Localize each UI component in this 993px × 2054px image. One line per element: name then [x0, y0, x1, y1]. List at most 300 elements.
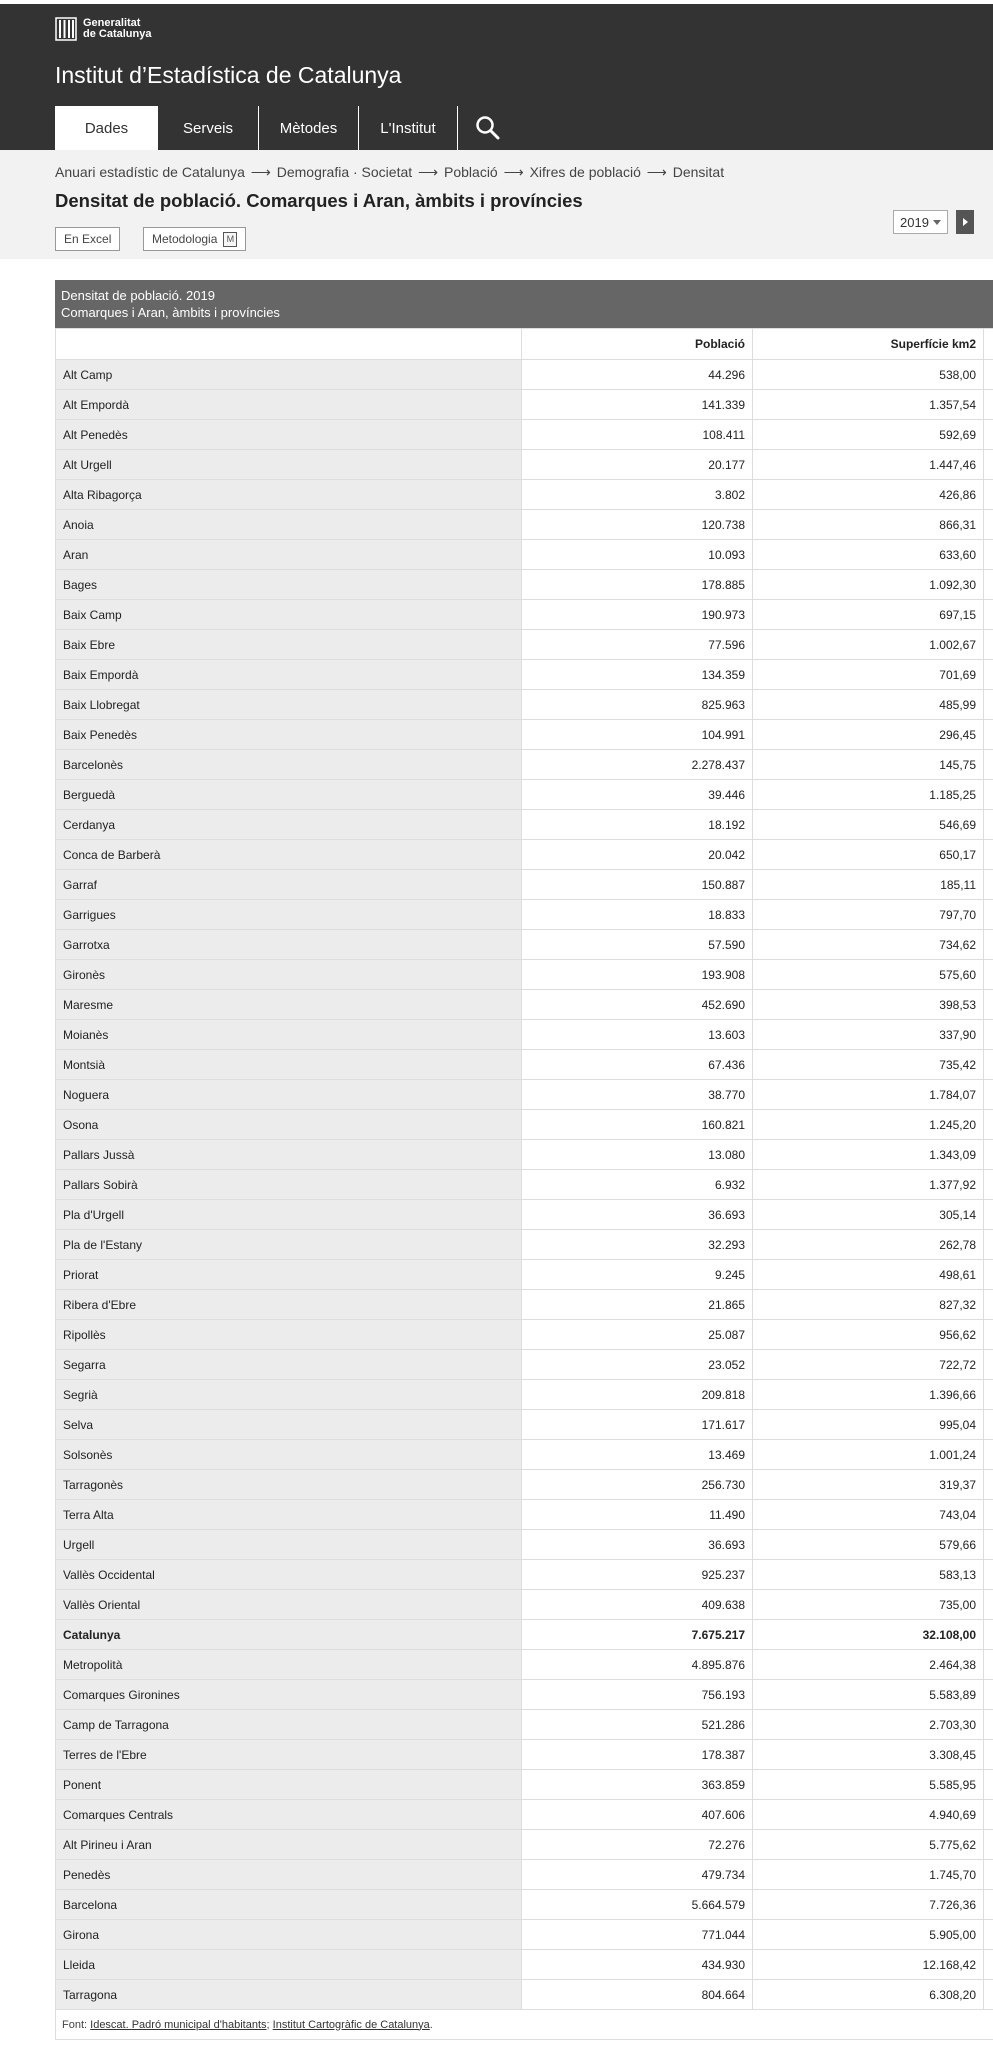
- row-superficie-cell: 797,70: [753, 900, 984, 930]
- row-poblacio-cell: 36.693: [522, 1530, 753, 1560]
- row-poblacio-cell: 141.339: [522, 390, 753, 420]
- row-name-cell: Berguedà: [56, 780, 522, 810]
- row-more-cell: [984, 390, 993, 420]
- row-name-cell: Pallars Sobirà: [56, 1170, 522, 1200]
- year-select-value: 2019: [900, 215, 929, 230]
- row-name-cell: Penedès: [56, 1860, 522, 1890]
- row-superficie-cell: 866,31: [753, 510, 984, 540]
- row-superficie-cell: 956,62: [753, 1320, 984, 1350]
- row-poblacio-cell: 25.087: [522, 1320, 753, 1350]
- row-superficie-cell: 1.745,70: [753, 1860, 984, 1890]
- table-row: [56, 1410, 993, 1440]
- row-name-cell: Alta Ribagorça: [56, 480, 522, 510]
- row-superficie-cell: 697,15: [753, 600, 984, 630]
- gencat-logo-text: [83, 18, 151, 40]
- row-superficie-cell: 827,32: [753, 1290, 984, 1320]
- nav-dades[interactable]: Dades: [55, 106, 158, 150]
- table-row: [56, 690, 993, 720]
- table-row: [56, 1170, 993, 1200]
- row-superficie-cell: 398,53: [753, 990, 984, 1020]
- breadcrumb-arrow-icon: ⟶: [251, 164, 271, 180]
- row-superficie-cell: 1.092,30: [753, 570, 984, 600]
- row-name-cell: Pla de l'Estany: [56, 1230, 522, 1260]
- table-row: [56, 1650, 993, 1680]
- row-poblacio-cell: 120.738: [522, 510, 753, 540]
- row-more-cell: [984, 420, 993, 450]
- table-row: [56, 1890, 993, 1920]
- table-row: [56, 570, 993, 600]
- row-more-cell: [984, 1590, 993, 1620]
- row-poblacio-cell: 13.603: [522, 1020, 753, 1050]
- row-more-cell: [984, 750, 993, 780]
- row-superficie-cell: 633,60: [753, 540, 984, 570]
- row-superficie-cell: 498,61: [753, 1260, 984, 1290]
- row-more-cell: [984, 480, 993, 510]
- search-button[interactable]: [458, 106, 518, 150]
- source-separator: ;: [267, 2019, 270, 2031]
- row-poblacio-cell: 77.596: [522, 630, 753, 660]
- table-row: [56, 450, 993, 480]
- row-more-cell: [984, 900, 993, 930]
- row-poblacio-cell: 5.664.579: [522, 1890, 753, 1920]
- table-row: [56, 720, 993, 750]
- table-row: [56, 660, 993, 690]
- row-poblacio-cell: 178.885: [522, 570, 753, 600]
- row-name-cell: Alt Pirineu i Aran: [56, 1830, 522, 1860]
- row-more-cell: [984, 1200, 993, 1230]
- row-name-cell: Comarques Gironines: [56, 1680, 522, 1710]
- row-name-cell: Maresme: [56, 990, 522, 1020]
- row-poblacio-cell: 452.690: [522, 990, 753, 1020]
- row-name-cell: Catalunya: [56, 1620, 522, 1650]
- row-poblacio-cell: 171.617: [522, 1410, 753, 1440]
- row-name-cell: Ponent: [56, 1770, 522, 1800]
- row-more-cell: [984, 1320, 993, 1350]
- column-header-name: [56, 329, 522, 360]
- row-superficie-cell: 575,60: [753, 960, 984, 990]
- row-poblacio-cell: 108.411: [522, 420, 753, 450]
- row-poblacio-cell: 479.734: [522, 1860, 753, 1890]
- row-poblacio-cell: 209.818: [522, 1380, 753, 1410]
- table-row: [56, 1440, 993, 1470]
- row-superficie-cell: 1.002,67: [753, 630, 984, 660]
- table-row: [56, 1080, 993, 1110]
- table-row: [56, 780, 993, 810]
- row-name-cell: Lleida: [56, 1950, 522, 1980]
- year-select[interactable]: [893, 210, 948, 234]
- row-more-cell: [984, 1830, 993, 1860]
- row-more-cell: [984, 1950, 993, 1980]
- row-poblacio-cell: 10.093: [522, 540, 753, 570]
- row-superficie-cell: 305,14: [753, 1200, 984, 1230]
- row-poblacio-cell: 20.177: [522, 450, 753, 480]
- table-row: [56, 990, 993, 1020]
- row-poblacio-cell: 44.296: [522, 360, 753, 390]
- nav-institut[interactable]: L'Institut: [359, 106, 458, 150]
- row-more-cell: [984, 570, 993, 600]
- table-row: [56, 1830, 993, 1860]
- row-name-cell: Noguera: [56, 1080, 522, 1110]
- row-name-cell: Aran: [56, 540, 522, 570]
- row-more-cell: [984, 840, 993, 870]
- table-row: [56, 1980, 993, 2010]
- row-poblacio-cell: 804.664: [522, 1980, 753, 2010]
- row-poblacio-cell: 363.859: [522, 1770, 753, 1800]
- row-name-cell: Ripollès: [56, 1320, 522, 1350]
- breadcrumb-item-demografia[interactable]: Demografia · Societat: [277, 164, 412, 180]
- row-poblacio-cell: 409.638: [522, 1590, 753, 1620]
- row-name-cell: Baix Ebre: [56, 630, 522, 660]
- row-name-cell: Montsià: [56, 1050, 522, 1080]
- table-row: [56, 420, 993, 450]
- gencat-line1: Generalitat: [83, 18, 151, 29]
- row-more-cell: [984, 1470, 993, 1500]
- row-superficie-cell: 1.185,25: [753, 780, 984, 810]
- row-superficie-cell: 426,86: [753, 480, 984, 510]
- row-superficie-cell: 6.308,20: [753, 1980, 984, 2010]
- search-icon: [475, 115, 501, 141]
- source-link-icc[interactable]: Institut Cartogràfic de Catalunya: [273, 2019, 430, 2031]
- row-more-cell: [984, 1560, 993, 1590]
- row-superficie-cell: 546,69: [753, 810, 984, 840]
- nav-metodes[interactable]: Mètodes: [259, 106, 359, 150]
- main-nav: [55, 106, 518, 150]
- methodology-button[interactable]: [143, 227, 246, 251]
- row-poblacio-cell: 20.042: [522, 840, 753, 870]
- row-name-cell: Garrotxa: [56, 930, 522, 960]
- table-row: [56, 930, 993, 960]
- row-poblacio-cell: 67.436: [522, 1050, 753, 1080]
- table-row: [56, 1020, 993, 1050]
- column-header-poblacio: Població: [522, 329, 753, 360]
- row-more-cell: [984, 1290, 993, 1320]
- table-row: [56, 840, 993, 870]
- row-name-cell: Gironès: [56, 960, 522, 990]
- row-name-cell: Alt Urgell: [56, 450, 522, 480]
- table-row: [56, 480, 993, 510]
- row-more-cell: [984, 1800, 993, 1830]
- row-superficie-cell: 485,99: [753, 690, 984, 720]
- row-poblacio-cell: 23.052: [522, 1350, 753, 1380]
- row-poblacio-cell: 521.286: [522, 1710, 753, 1740]
- table-row: [56, 960, 993, 990]
- row-superficie-cell: 701,69: [753, 660, 984, 690]
- row-name-cell: Osona: [56, 1110, 522, 1140]
- row-superficie-cell: 722,72: [753, 1350, 984, 1380]
- row-superficie-cell: 185,11: [753, 870, 984, 900]
- breadcrumb-arrow-icon: ⟶: [504, 164, 524, 180]
- row-poblacio-cell: 756.193: [522, 1680, 753, 1710]
- row-poblacio-cell: 925.237: [522, 1560, 753, 1590]
- source-link-padro[interactable]: Idescat. Padró municipal d'habitants: [90, 2019, 266, 2031]
- table-row: [56, 1530, 993, 1560]
- row-name-cell: Garrigues: [56, 900, 522, 930]
- row-more-cell: [984, 690, 993, 720]
- source-note: [55, 2010, 993, 2040]
- row-name-cell: Metropolità: [56, 1650, 522, 1680]
- row-name-cell: Garraf: [56, 870, 522, 900]
- row-superficie-cell: 735,00: [753, 1590, 984, 1620]
- table-row: [56, 600, 993, 630]
- row-more-cell: [984, 630, 993, 660]
- column-header-more: [984, 329, 993, 360]
- row-more-cell: [984, 1140, 993, 1170]
- row-superficie-cell: 2.464,38: [753, 1650, 984, 1680]
- table-row: [56, 1620, 993, 1650]
- row-superficie-cell: 12.168,42: [753, 1950, 984, 1980]
- row-superficie-cell: 1.001,24: [753, 1440, 984, 1470]
- table-row: [56, 1770, 993, 1800]
- row-more-cell: [984, 1410, 993, 1440]
- row-name-cell: Tarragona: [56, 1980, 522, 2010]
- excel-button[interactable]: [55, 227, 120, 251]
- breadcrumb-item-xifres[interactable]: Xifres de població: [530, 164, 641, 180]
- row-superficie-cell: 735,42: [753, 1050, 984, 1080]
- row-more-cell: [984, 1920, 993, 1950]
- row-poblacio-cell: 825.963: [522, 690, 753, 720]
- row-poblacio-cell: 11.490: [522, 1500, 753, 1530]
- row-name-cell: Conca de Barberà: [56, 840, 522, 870]
- table-row: [56, 1710, 993, 1740]
- row-more-cell: [984, 1530, 993, 1560]
- row-name-cell: Priorat: [56, 1260, 522, 1290]
- data-table: [55, 328, 993, 2010]
- row-superficie-cell: 3.308,45: [753, 1740, 984, 1770]
- table-header-row: [56, 329, 993, 360]
- breadcrumb: [55, 164, 724, 181]
- row-name-cell: Ribera d'Ebre: [56, 1290, 522, 1320]
- row-more-cell: [984, 1890, 993, 1920]
- table-row: [56, 810, 993, 840]
- table-caption-subtitle: Comarques i Aran, àmbits i províncies: [61, 304, 987, 321]
- row-poblacio-cell: 36.693: [522, 1200, 753, 1230]
- table-row: [56, 900, 993, 930]
- row-poblacio-cell: 407.606: [522, 1800, 753, 1830]
- table-row: [56, 1140, 993, 1170]
- row-poblacio-cell: 18.192: [522, 810, 753, 840]
- breadcrumb-arrow-icon: ⟶: [647, 164, 667, 180]
- row-more-cell: [984, 450, 993, 480]
- row-more-cell: [984, 1860, 993, 1890]
- row-superficie-cell: 650,17: [753, 840, 984, 870]
- row-name-cell: Baix Penedès: [56, 720, 522, 750]
- excel-button-label: En Excel: [64, 232, 111, 246]
- row-superficie-cell: 1.784,07: [753, 1080, 984, 1110]
- row-name-cell: Segrià: [56, 1380, 522, 1410]
- row-more-cell: [984, 1080, 993, 1110]
- row-name-cell: Urgell: [56, 1530, 522, 1560]
- row-superficie-cell: 734,62: [753, 930, 984, 960]
- row-more-cell: [984, 810, 993, 840]
- table-row: [56, 1920, 993, 1950]
- row-more-cell: [984, 720, 993, 750]
- row-more-cell: [984, 960, 993, 990]
- row-superficie-cell: 579,66: [753, 1530, 984, 1560]
- table-row: [56, 1680, 993, 1710]
- row-more-cell: [984, 660, 993, 690]
- row-poblacio-cell: 32.293: [522, 1230, 753, 1260]
- row-name-cell: Comarques Centrals: [56, 1800, 522, 1830]
- table-row: [56, 1560, 993, 1590]
- table-row: [56, 1380, 993, 1410]
- row-superficie-cell: 592,69: [753, 420, 984, 450]
- row-name-cell: Baix Empordà: [56, 660, 522, 690]
- row-poblacio-cell: 190.973: [522, 600, 753, 630]
- row-superficie-cell: 1.396,66: [753, 1380, 984, 1410]
- row-poblacio-cell: 72.276: [522, 1830, 753, 1860]
- row-superficie-cell: 145,75: [753, 750, 984, 780]
- table-row: [56, 1740, 993, 1770]
- row-superficie-cell: 2.703,30: [753, 1710, 984, 1740]
- nav-serveis[interactable]: Serveis: [158, 106, 259, 150]
- row-name-cell: Vallès Oriental: [56, 1590, 522, 1620]
- table-row: [56, 1860, 993, 1890]
- next-year-button[interactable]: [956, 210, 974, 234]
- row-name-cell: Girona: [56, 1920, 522, 1950]
- row-name-cell: Terres de l'Ebre: [56, 1740, 522, 1770]
- row-more-cell: [984, 870, 993, 900]
- row-more-cell: [984, 1440, 993, 1470]
- row-poblacio-cell: 9.245: [522, 1260, 753, 1290]
- data-table-container: [55, 280, 993, 2040]
- source-suffix: .: [430, 2019, 433, 2031]
- row-name-cell: Bages: [56, 570, 522, 600]
- table-caption-title: Densitat de població. 2019: [61, 287, 987, 304]
- table-row: [56, 870, 993, 900]
- row-name-cell: Segarra: [56, 1350, 522, 1380]
- row-superficie-cell: 319,37: [753, 1470, 984, 1500]
- breadcrumb-item-poblacio[interactable]: Població: [444, 164, 498, 180]
- row-poblacio-cell: 39.446: [522, 780, 753, 810]
- row-more-cell: [984, 1170, 993, 1200]
- row-poblacio-cell: 150.887: [522, 870, 753, 900]
- row-superficie-cell: 5.585,95: [753, 1770, 984, 1800]
- table-row: [56, 630, 993, 660]
- row-poblacio-cell: 21.865: [522, 1290, 753, 1320]
- row-superficie-cell: 1.245,20: [753, 1110, 984, 1140]
- row-more-cell: [984, 780, 993, 810]
- row-more-cell: [984, 930, 993, 960]
- table-row: [56, 1350, 993, 1380]
- table-row: [56, 1230, 993, 1260]
- methodology-button-label: Metodologia: [152, 232, 217, 246]
- row-superficie-cell: 583,13: [753, 1560, 984, 1590]
- row-poblacio-cell: 57.590: [522, 930, 753, 960]
- breadcrumb-arrow-icon: ⟶: [418, 164, 438, 180]
- row-name-cell: Anoia: [56, 510, 522, 540]
- table-caption: [55, 280, 993, 328]
- row-name-cell: Alt Penedès: [56, 420, 522, 450]
- row-more-cell: [984, 1230, 993, 1260]
- row-more-cell: [984, 360, 993, 390]
- row-superficie-cell: 538,00: [753, 360, 984, 390]
- breadcrumb-item-anuari[interactable]: Anuari estadístic de Catalunya: [55, 164, 245, 180]
- gencat-logo[interactable]: [55, 17, 151, 41]
- table-row: [56, 1590, 993, 1620]
- row-poblacio-cell: 134.359: [522, 660, 753, 690]
- table-body: [56, 360, 993, 2010]
- row-superficie-cell: 5.775,62: [753, 1830, 984, 1860]
- row-poblacio-cell: 434.930: [522, 1950, 753, 1980]
- row-more-cell: [984, 990, 993, 1020]
- row-name-cell: Pallars Jussà: [56, 1140, 522, 1170]
- row-poblacio-cell: 4.895.876: [522, 1650, 753, 1680]
- table-row: [56, 1200, 993, 1230]
- row-poblacio-cell: 18.833: [522, 900, 753, 930]
- row-more-cell: [984, 1110, 993, 1140]
- row-poblacio-cell: 13.469: [522, 1440, 753, 1470]
- row-poblacio-cell: 6.932: [522, 1170, 753, 1200]
- row-superficie-cell: 995,04: [753, 1410, 984, 1440]
- row-superficie-cell: 7.726,36: [753, 1890, 984, 1920]
- row-more-cell: [984, 1350, 993, 1380]
- row-name-cell: Cerdanya: [56, 810, 522, 840]
- row-superficie-cell: 1.343,09: [753, 1140, 984, 1170]
- row-name-cell: Terra Alta: [56, 1500, 522, 1530]
- row-name-cell: Baix Llobregat: [56, 690, 522, 720]
- table-row: [56, 1260, 993, 1290]
- row-more-cell: [984, 1500, 993, 1530]
- gencat-logo-icon: [55, 17, 77, 41]
- row-superficie-cell: 1.447,46: [753, 450, 984, 480]
- row-superficie-cell: 1.377,92: [753, 1170, 984, 1200]
- row-superficie-cell: 5.905,00: [753, 1920, 984, 1950]
- source-prefix: Font:: [62, 2019, 87, 2031]
- table-row: [56, 1470, 993, 1500]
- row-poblacio-cell: 160.821: [522, 1110, 753, 1140]
- table-row: [56, 1950, 993, 1980]
- row-more-cell: [984, 540, 993, 570]
- row-superficie-cell: 743,04: [753, 1500, 984, 1530]
- row-more-cell: [984, 1710, 993, 1740]
- table-row: [56, 1800, 993, 1830]
- row-more-cell: [984, 1260, 993, 1290]
- site-title[interactable]: Institut d’Estadística de Catalunya: [55, 62, 401, 89]
- table-row: [56, 390, 993, 420]
- table-row: [56, 510, 993, 540]
- row-poblacio-cell: 7.675.217: [522, 1620, 753, 1650]
- row-poblacio-cell: 38.770: [522, 1080, 753, 1110]
- table-row: [56, 540, 993, 570]
- row-poblacio-cell: 771.044: [522, 1920, 753, 1950]
- row-more-cell: [984, 510, 993, 540]
- row-name-cell: Solsonès: [56, 1440, 522, 1470]
- row-poblacio-cell: 104.991: [522, 720, 753, 750]
- row-more-cell: [984, 1980, 993, 2010]
- column-header-superficie: Superfície km2: [753, 329, 984, 360]
- row-superficie-cell: 337,90: [753, 1020, 984, 1050]
- row-more-cell: [984, 1020, 993, 1050]
- row-name-cell: Pla d'Urgell: [56, 1200, 522, 1230]
- page-subheader: [0, 150, 993, 259]
- row-poblacio-cell: 193.908: [522, 960, 753, 990]
- row-name-cell: Alt Empordà: [56, 390, 522, 420]
- table-row: [56, 360, 993, 390]
- row-more-cell: [984, 600, 993, 630]
- row-superficie-cell: 32.108,00: [753, 1620, 984, 1650]
- row-more-cell: [984, 1050, 993, 1080]
- row-name-cell: Camp de Tarragona: [56, 1710, 522, 1740]
- row-name-cell: Tarragonès: [56, 1470, 522, 1500]
- row-name-cell: Barcelonès: [56, 750, 522, 780]
- row-superficie-cell: 1.357,54: [753, 390, 984, 420]
- methodology-icon: M: [223, 232, 237, 247]
- row-poblacio-cell: 3.802: [522, 480, 753, 510]
- row-more-cell: [984, 1650, 993, 1680]
- page-title: Densitat de població. Comarques i Aran, àmbits i províncies: [55, 190, 583, 212]
- row-more-cell: [984, 1770, 993, 1800]
- breadcrumb-item-densitat: Densitat: [673, 164, 724, 180]
